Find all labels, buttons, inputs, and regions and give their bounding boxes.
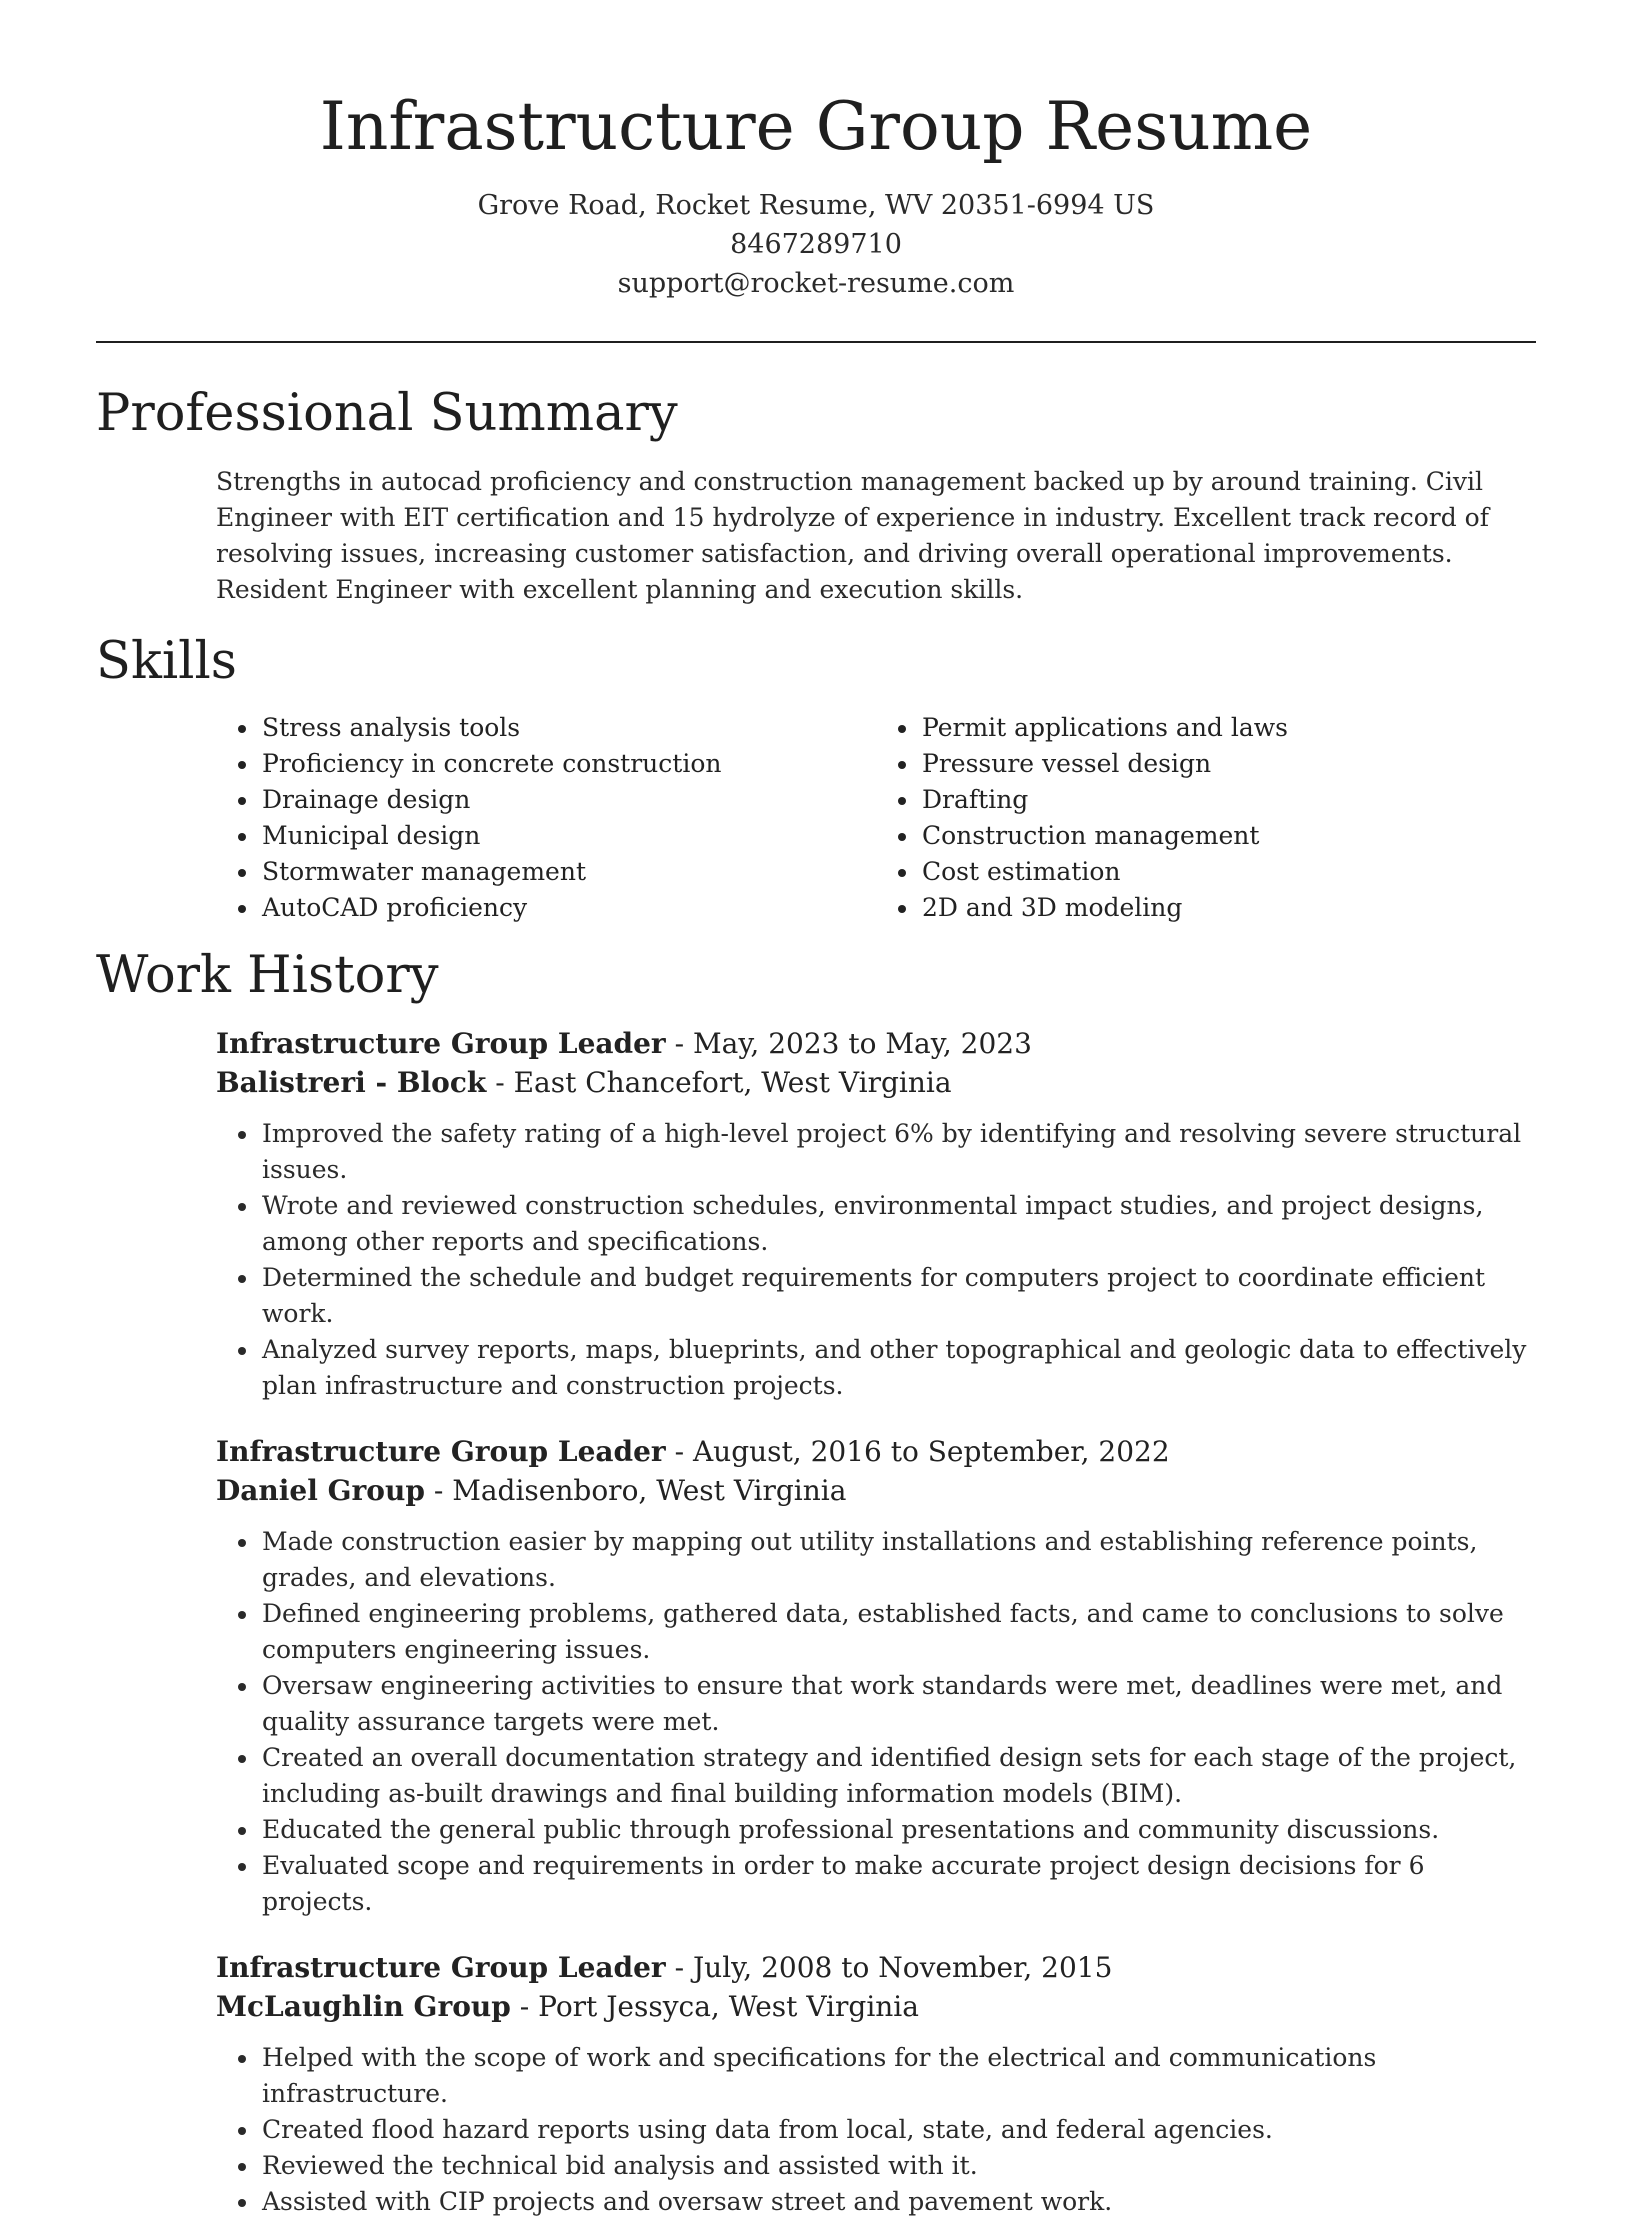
skills-grid [216, 710, 1536, 926]
skill-item: • 2D and 3D modeling [920, 890, 1536, 926]
job-bullet: • Created flood hazard reports using data from local, state, and federal agencies. [260, 2112, 1536, 2148]
skills-column-left [216, 710, 876, 926]
contact-phone: 8467289710 [730, 229, 902, 260]
job-separator: - [433, 1474, 453, 1507]
job-bullet: • Determined the schedule and budget requirements for computers project to coordinate efficient work. [260, 1260, 1536, 1332]
job-bullets [216, 1116, 1536, 1404]
job-bullets [216, 1524, 1536, 1920]
contact-address: Grove Road, Rocket Resume, WV 20351-6994 US [477, 190, 1155, 221]
job-location: East Chancefort, West Virginia [513, 1066, 952, 1099]
skill-item: • Proficiency in concrete construction [260, 746, 876, 782]
job-bullet: • Educated the general public through professional presentations and community discussions. [260, 1812, 1536, 1848]
job-company-line [216, 1987, 1536, 2026]
job-separator: - [674, 1027, 693, 1060]
job-separator: - [674, 1435, 693, 1468]
job-bullet: • Helped with the scope of work and specifications for the electrical and communications infrastructure. [260, 2040, 1536, 2112]
job-entry [216, 1948, 1536, 2220]
job-company: Balistreri - Block [216, 1066, 487, 1099]
resume-header [0, 82, 1632, 303]
job-title-line [216, 1432, 1536, 1471]
job-title-line [216, 1948, 1536, 1987]
header-divider [96, 341, 1536, 343]
job-separator: - [674, 1951, 693, 1984]
skill-item: • Drafting [920, 782, 1536, 818]
skill-item: • Stress analysis tools [260, 710, 876, 746]
resume-name: Infrastructure Group Resume [319, 88, 1313, 165]
skill-item: • Construction management [920, 818, 1536, 854]
job-title: Infrastructure Group Leader [216, 1435, 666, 1468]
job-separator: - [495, 1066, 514, 1099]
job-entry [216, 1024, 1536, 1404]
skill-item: • AutoCAD proficiency [260, 890, 876, 926]
job-location: Port Jessyca, West Virginia [538, 1990, 919, 2023]
skill-item: • Municipal design [260, 818, 876, 854]
job-company-line [216, 1063, 1536, 1102]
job-bullet: • Wrote and reviewed construction schedules, environmental impact studies, and project designs, among other reports and specifications. [260, 1188, 1536, 1260]
job-separator: - [519, 1990, 539, 2023]
job-company-line [216, 1471, 1536, 1510]
job-location: Madisenboro, West Virginia [452, 1474, 847, 1507]
job-dates: July, 2008 to November, 2015 [692, 1951, 1113, 1984]
skills-column-right [876, 710, 1536, 926]
job-bullet: • Analyzed survey reports, maps, blueprints, and other topographical and geologic data to effectively plan infrastructure and construction projects. [260, 1332, 1536, 1404]
job-dates: May, 2023 to May, 2023 [692, 1027, 1032, 1060]
skill-item: • Cost estimation [920, 854, 1536, 890]
job-bullet: • Assisted with CIP projects and oversaw street and pavement work. [260, 2184, 1536, 2220]
job-bullets [216, 2040, 1536, 2220]
job-bullet: • Evaluated scope and requirements in order to make accurate project design decisions for 6 projects. [260, 1848, 1536, 1920]
job-title-line [216, 1024, 1536, 1063]
summary-heading: Professional Summary [96, 384, 678, 443]
work-history-heading: Work History [96, 946, 439, 1005]
job-company: Daniel Group [216, 1474, 425, 1507]
job-title: Infrastructure Group Leader [216, 1027, 666, 1060]
skill-item: • Permit applications and laws [920, 710, 1536, 746]
job-entry [216, 1432, 1536, 1920]
job-bullet: • Improved the safety rating of a high-level project 6% by identifying and resolving severe structural issues. [260, 1116, 1536, 1188]
job-bullet: • Reviewed the technical bid analysis and assisted with it. [260, 2148, 1536, 2184]
skills-heading: Skills [96, 632, 237, 691]
job-bullet: • Made construction easier by mapping out utility installations and establishing reference points, grades, and elevations. [260, 1524, 1536, 1596]
skill-item: • Pressure vessel design [920, 746, 1536, 782]
job-company: McLaughlin Group [216, 1990, 511, 2023]
job-bullet: • Oversaw engineering activities to ensure that work standards were met, deadlines were met, and quality assurance targets were met. [260, 1668, 1536, 1740]
job-bullet: • Created an overall documentation strategy and identified design sets for each stage of the project, including as-built drawings and final building information models (BIM). [260, 1740, 1536, 1812]
job-bullet: • Defined engineering problems, gathered data, established facts, and came to conclusions to solve computers engineering issues. [260, 1596, 1536, 1668]
contact-email: support@rocket-resume.com [617, 268, 1015, 299]
summary-text: Strengths in autocad proficiency and construction management backed up by around training. Civil Engineer with EIT certification and 15 hydrolyze of experience in industry. Excellent track record of resolving issues, increasing customer satisfaction, and driving overall operational improvements. Resident Engineer with excellent planning and execution skills. [216, 467, 1489, 604]
skill-item: • Stormwater management [260, 854, 876, 890]
resume-body [96, 380, 1536, 2220]
skill-item: • Drainage design [260, 782, 876, 818]
job-dates: August, 2016 to September, 2022 [692, 1435, 1170, 1468]
job-title: Infrastructure Group Leader [216, 1951, 666, 1984]
